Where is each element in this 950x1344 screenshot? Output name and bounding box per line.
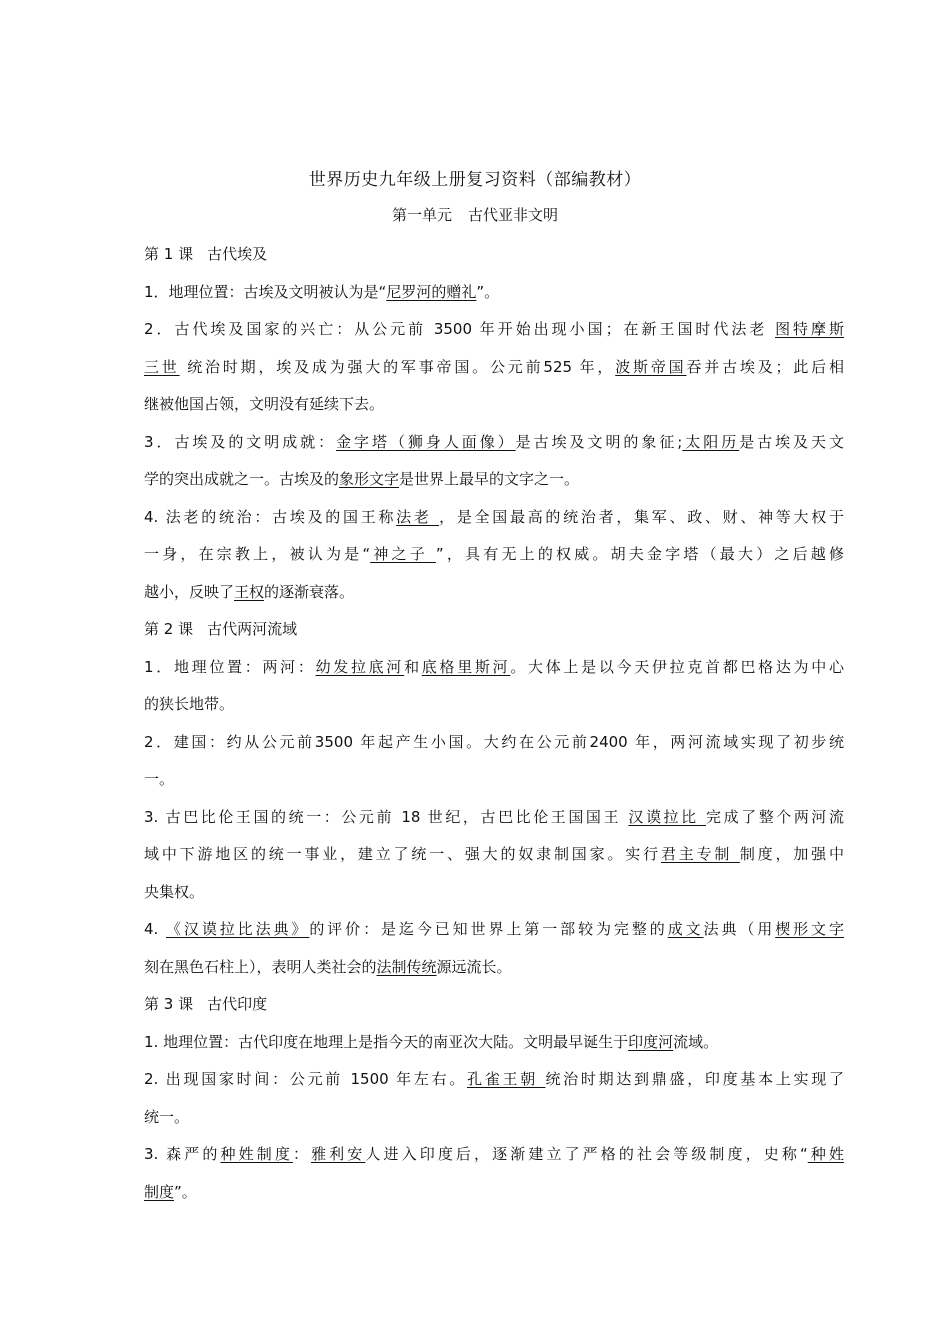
text-segment: 一。 <box>144 770 175 788</box>
text-segment: 统治时期达到鼎盛，印度基本上实现了 <box>545 1070 844 1088</box>
text-segment: 1．地理位置：古埃及文明被认为是“ <box>144 282 387 301</box>
lesson-name: 古代印度 <box>207 995 268 1013</box>
text-segment: 是古埃及文明的象征; <box>515 432 683 451</box>
text-segment: 人进入印度后，逐渐建立了严格的社会等级制度，史称“ <box>365 1145 808 1163</box>
text-segment: 完成了整个两河流 <box>706 807 844 826</box>
unit-heading <box>0 204 950 225</box>
underlined-term: 汉谟拉比 <box>628 807 706 826</box>
underlined-term: 象形文字 <box>339 470 400 488</box>
text-line <box>144 466 844 504</box>
text-line <box>144 579 844 617</box>
lesson-heading <box>144 241 844 279</box>
text-segment: 的狭长地带。 <box>144 695 235 713</box>
text-segment: 是古埃及天文 <box>739 432 844 451</box>
text-segment: 继被他国占领，文明没有延续下去。 <box>144 395 385 413</box>
text-segment: 4. <box>144 920 166 938</box>
text-segment: 统一。 <box>144 1107 190 1126</box>
underlined-term: 幼发拉底河 <box>315 657 405 676</box>
underlined-term: 金字塔（狮身人面像） <box>336 432 516 451</box>
text-line <box>144 1066 844 1104</box>
text-segment: 法典（用 <box>703 920 776 938</box>
lesson-number: 第 1 课 <box>144 245 194 263</box>
underlined-term: 法制传统 <box>376 957 437 976</box>
text-line <box>144 1104 844 1142</box>
underlined-term: 王权 <box>234 582 265 601</box>
text-segment: 制度，加强中 <box>739 845 844 863</box>
lesson-name: 古代埃及 <box>207 245 268 263</box>
text-segment: ”。 <box>174 1182 197 1201</box>
text-line <box>144 841 844 879</box>
document-body <box>144 241 844 1216</box>
text-segment: 3．古埃及的文明成就： <box>144 432 337 451</box>
text-line <box>144 804 844 842</box>
underlined-term: 底格里斯河 <box>421 657 511 676</box>
text-segment: 3. 森严的 <box>144 1145 221 1163</box>
underlined-term: 太阳历 <box>682 432 740 451</box>
text-segment: 统治时期，埃及成为强大的军事帝国。公元前525 年， <box>179 357 616 376</box>
text-segment: 刻在黑色石柱上），表明人类社会的 <box>144 957 377 976</box>
text-line <box>144 916 844 954</box>
text-line <box>144 391 844 429</box>
text-segment: 4. 法老的统治：古埃及的国王称 <box>144 507 397 526</box>
text-line <box>144 691 844 729</box>
text-segment: 的逐渐衰落。 <box>264 582 355 601</box>
underlined-term: 《汉谟拉比法典》 <box>166 920 310 938</box>
underlined-term: 印度河 <box>628 1032 674 1051</box>
text-line <box>144 1029 844 1067</box>
underlined-term: 君主专制 <box>660 845 740 863</box>
text-line <box>144 1179 844 1217</box>
text-segment: ”，具有无上的权威。胡夫金字塔（最大）之后越修 <box>435 545 844 563</box>
text-line <box>144 541 844 579</box>
lesson-number: 第 2 课 <box>144 620 194 638</box>
text-segment: ： <box>292 1145 312 1163</box>
text-line <box>144 766 844 804</box>
document-title: 世界历史九年级上册复习资料（部编教材） <box>308 170 642 190</box>
text-line <box>144 729 844 767</box>
text-segment: 越小，反映了 <box>144 582 235 601</box>
text-segment: 一身，在宗教上，被认为是“ <box>144 545 371 563</box>
text-line <box>144 316 844 354</box>
text-line <box>144 504 844 542</box>
text-segment: 是世界上最早的文字之一。 <box>399 470 580 488</box>
underlined-term: 楔形文字 <box>775 920 844 938</box>
underlined-term: 成文 <box>667 920 704 938</box>
text-line <box>144 954 844 992</box>
underlined-term: 三世 <box>144 357 180 376</box>
underlined-term: 种姓制度 <box>220 1145 293 1163</box>
underlined-term: 法老 <box>396 507 440 526</box>
underlined-term: 尼罗河的赠礼 <box>386 282 477 301</box>
lesson-heading <box>144 991 844 1029</box>
lesson-number: 第 3 课 <box>144 995 194 1013</box>
text-segment: 2．古代埃及国家的兴亡：从公元前 3500 年开始出现小国；在新王国时代法老 <box>144 320 776 338</box>
text-segment: 流域。 <box>673 1032 719 1051</box>
underlined-term: 图特摩斯 <box>775 320 844 338</box>
unit-number: 第一单元 <box>391 206 452 224</box>
underlined-term: 神之子 <box>370 545 436 563</box>
text-segment: 3. 古巴比伦王国的统一：公元前 18 世纪，古巴比伦王国国王 <box>144 807 629 826</box>
text-segment: ，是全国最高的统治者，集军、政、财、神等大权于 <box>439 507 844 526</box>
underlined-term: 制度 <box>144 1182 175 1201</box>
unit-name: 古代亚非文明 <box>468 206 559 224</box>
text-segment: 2．建国：约从公元前3500 年起产生小国。大约在公元前2400 年，两河流域实现了初步统 <box>144 732 844 751</box>
text-segment: 源远流长。 <box>436 957 512 976</box>
text-segment: 1. 地理位置：古代印度在地理上是指今天的南亚次大陆。文明最早诞生于 <box>144 1032 629 1051</box>
text-line <box>144 654 844 692</box>
text-line <box>144 1141 844 1179</box>
text-line <box>144 279 844 317</box>
text-segment: 域中下游地区的统一事业，建立了统一、强大的奴隶制国家。实行 <box>144 845 661 863</box>
text-segment: ”。 <box>476 282 500 301</box>
text-segment: 。大体上是以今天伊拉克首都巴格达为中心 <box>510 657 844 676</box>
underlined-term: 种姓 <box>807 1145 844 1163</box>
underlined-term: 孔雀王朝 <box>467 1070 546 1088</box>
text-segment: 和 <box>404 657 422 676</box>
lesson-heading <box>144 616 844 654</box>
text-line <box>144 354 844 392</box>
text-line <box>144 429 844 467</box>
text-segment: 的评价：是迄今已知世界上第一部较为完整的 <box>309 920 668 938</box>
lesson-name: 古代两河流域 <box>207 620 298 638</box>
underlined-term: 雅利安 <box>311 1145 366 1163</box>
text-segment: 1．地理位置：两河： <box>144 657 316 676</box>
text-segment: 央集权。 <box>144 882 205 901</box>
text-segment: 吞并古埃及；此后相 <box>686 357 844 376</box>
text-segment: 2. 出现国家时间：公元前 1500 年左右。 <box>144 1070 468 1088</box>
text-segment: 学的突出成就之一。古埃及的 <box>144 470 340 488</box>
text-line <box>144 879 844 917</box>
underlined-term: 波斯帝国 <box>615 357 687 376</box>
